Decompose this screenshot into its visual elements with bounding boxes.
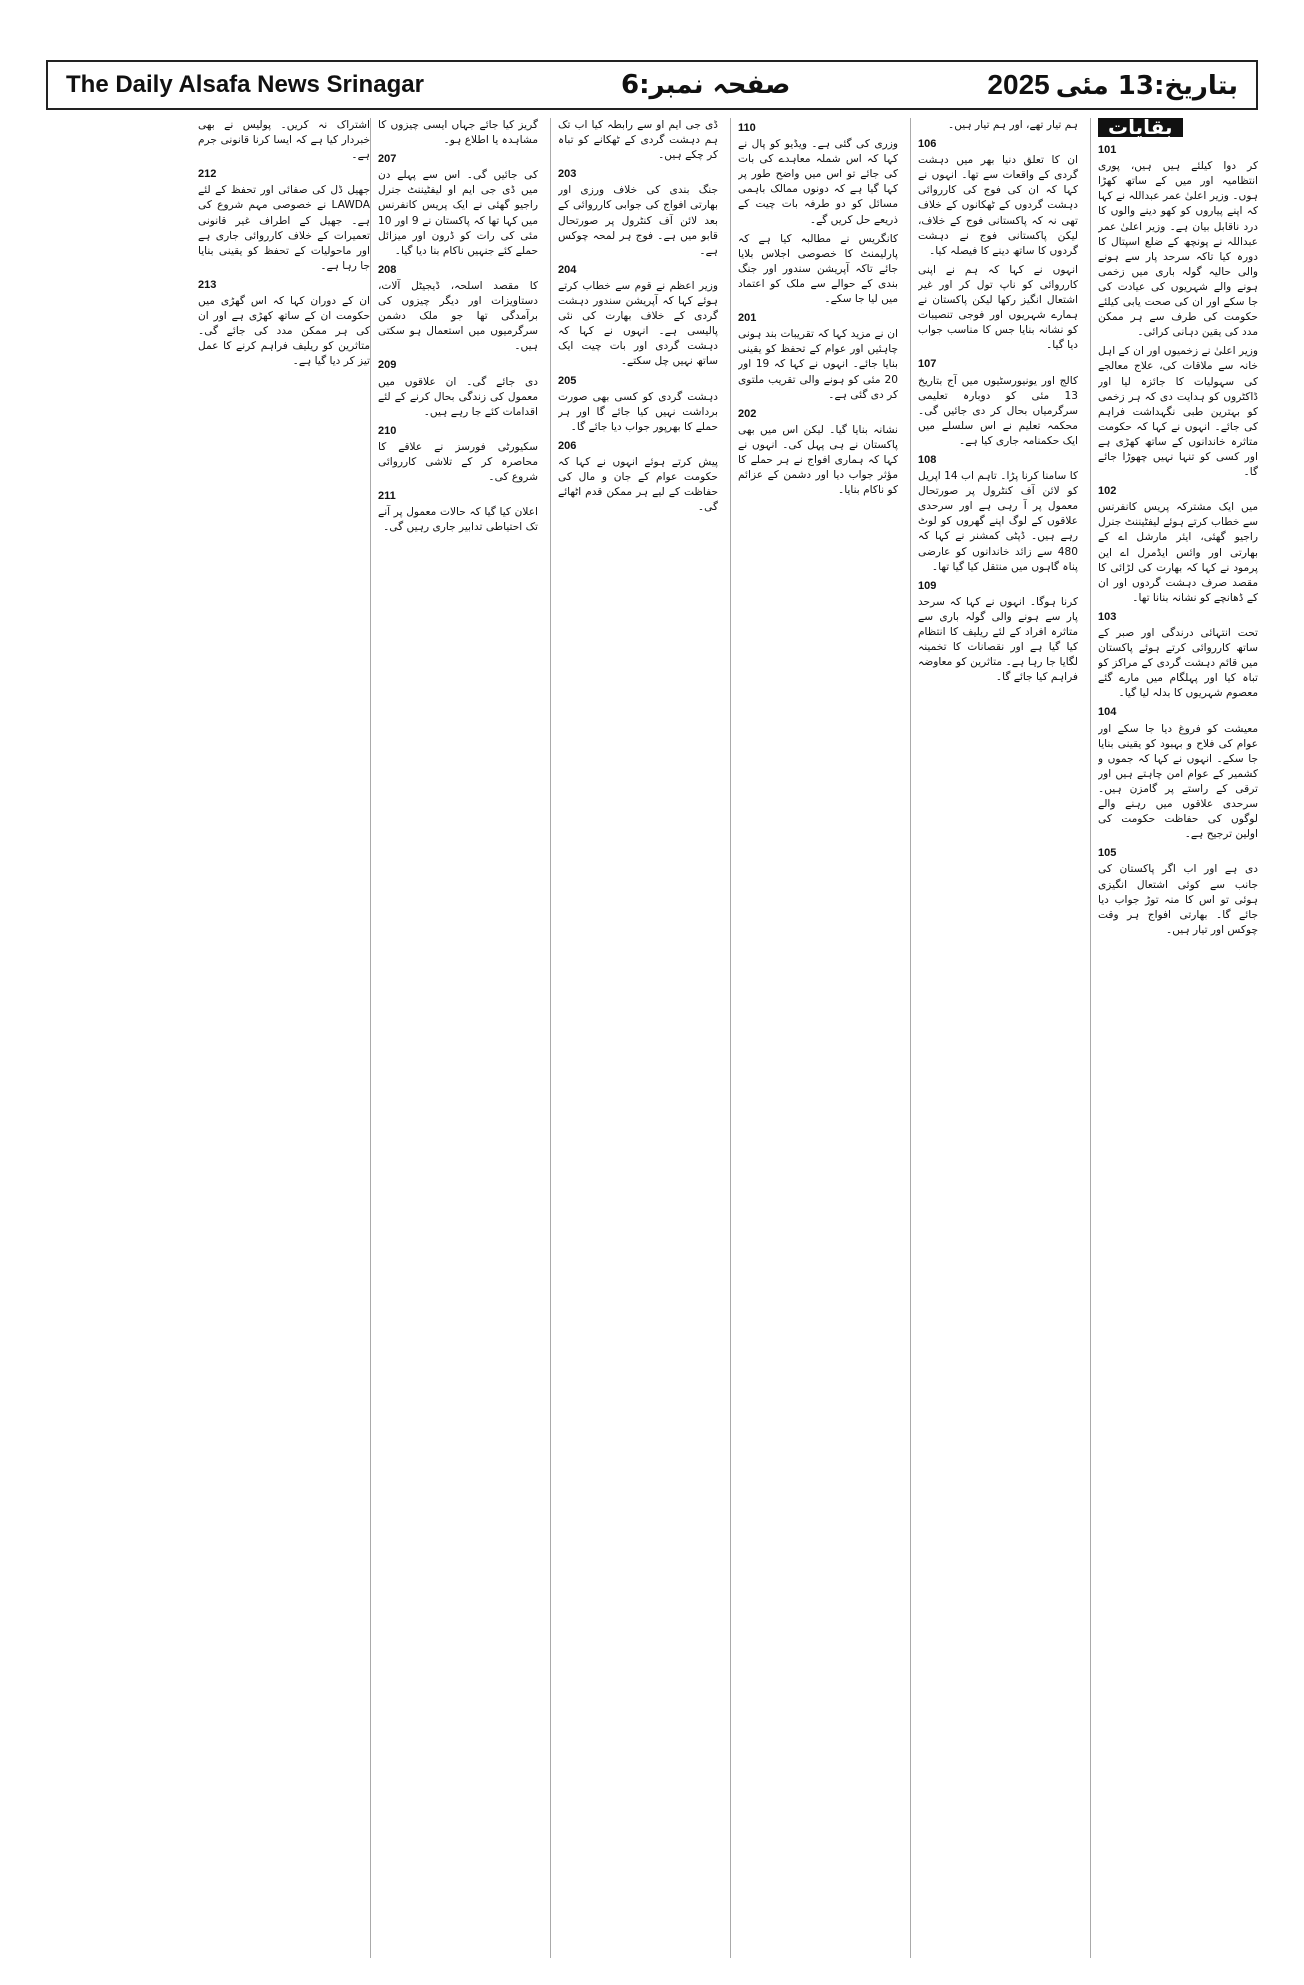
article-number: 102 xyxy=(1098,485,1117,498)
article-text: گریز کیا جائے جہاں ایسی چیزوں کا مشاہدہ یا اطلاع ہو۔ xyxy=(378,119,538,147)
article-text: دی جائے گی۔ ان علاقوں میں معمول کی زندگی بحال کرنے کے لئے اقدامات کئے جا رہے ہیں۔ xyxy=(378,375,538,418)
article-number: 202 xyxy=(738,407,757,420)
article-number: 108 xyxy=(918,453,937,466)
article-number: 209 xyxy=(378,359,397,372)
article-text: معیشت کو فروغ دیا جا سکے اور عوام کی فلاح و بہبود کو یقینی بنایا جا سکے۔ انہوں نے کہا کہ جموں و کشمیر کے عوام امن چاہتے ہیں اور ترقی کے راستے پر گامزن ہیں۔ سرحدی علاقوں میں رہنے والے لوگوں کی حفاظت حکومت کی اولین ترجیح ہے۔ xyxy=(1098,722,1258,841)
newspaper-page xyxy=(46,60,1258,1960)
article-text: وزیر اعظم نے قوم سے خطاب کرتے ہوئے کہا کہ آپریشن سندور دہشت گردی کے خلاف بھارت کی نئی پالیسی ہے۔ انہوں نے کہا کہ دہشت گردی اور بات چیت ایک ساتھ نہیں چل سکتے۔ xyxy=(558,279,718,368)
article-text: اعلان کیا گیا کہ حالات معمول پر آنے تک احتیاطی تدابیر جاری رہیں گی۔ xyxy=(378,506,538,534)
article-text: جھیل ڈل کی صفائی اور تحفظ کے لئے LAWDA نے خصوصی مہم شروع کی ہے۔ جھیل کے اطراف غیر قانونی تعمیرات کے خلاف کارروائی جاری ہے اور ماحولیات کے تحفظ کو یقینی بنایا جا رہا ہے۔ xyxy=(198,184,370,272)
article-text: انہوں نے کہا کہ ہم نے اپنی کارروائی کو ناپ تول کر اور غیر اشتعال انگیز رکھا لیکن پاکستان نے ہمارے شہریوں اور فوجی تنصیبات کو نشانہ بنایا جس کا مناسب جواب دیا گیا۔ xyxy=(918,263,1078,352)
article-text: تحت انتہائی درندگی اور صبر کے ساتھ کارروائی کرتے ہوئے پاکستان میں قائم دہشت گردی کے مراکز کو تباہ کیا اور پہلگام میں مارے گئے معصوم شہریوں کا بدلہ لیا گیا۔ xyxy=(1098,627,1258,700)
column-3 xyxy=(738,118,898,1958)
date-prefix: بتاریخ:13 مئی xyxy=(1055,71,1238,101)
article-text: اشتراک نہ کریں۔ پولیس نے بھی خبردار کیا ہے کہ ایسا کرنا قانونی جرم ہے۔ xyxy=(198,119,370,162)
article-text: ان نے مزید کہا کہ تقریبات بند ہونی چاہئیں اور عوام کے تحفظ کو یقینی بنایا جائے۔ انہوں نے کہا کہ 19 اور 20 مئی کو ہونے والی تقریب ملتوی کر دی گئی ہے۔ xyxy=(738,328,898,401)
article-text: ان کے دوران کہا کہ اس گھڑی میں حکومت ان کے ساتھ کھڑی ہے اور ان کی ہر ممکن مدد کی جائے گی۔ متاثرین کو ریلیف فراہم کرنے کا عمل تیز کر دیا گیا ہے۔ xyxy=(198,295,370,368)
article-number: 205 xyxy=(558,374,577,387)
article-number: 101 xyxy=(1098,144,1117,157)
article-number: 109 xyxy=(918,579,937,592)
article-number: 104 xyxy=(1098,706,1117,719)
article-number: 211 xyxy=(378,490,396,503)
page-number: صفحہ نمبر:6 xyxy=(621,70,791,100)
article-text: ان کا تعلق دنیا بھر میں دہشت گردی کے واقعات سے تھا۔ انہوں نے کہا کہ ان کی فوج کی کارروائی دہشت گردوں کے ٹھکانوں کے خلاف تھی نہ کہ پاکستانی فوج کے خلاف، لیکن پاکستانی فوج نے دہشت گردوں کا ساتھ دینے کا فیصلہ کیا۔ xyxy=(918,154,1078,257)
article-text: کر دوا کیلئے ہیں ہیں، پوری انتظامیہ اور میں کے ساتھ کھڑا ہوں۔ وزیر اعلیٰ عمر عبداللہ نے کہا کہ اپنے پیاروں کو کھو دینے والوں کا درد ناقابل بیان ہے۔ وزیر اعلیٰ عمر عبداللہ نے پونچھ کے ضلع اسپتال کا دورہ کیا تاکہ سرحد پار سے ہونے والی حالیہ گولہ باری میں زخمی ہونے والے شہریوں کی عیادت کی جا سکے اور ان کی صحت یابی کیلئے حکومت کی طرف سے ہر ممکن مدد کی یقین دہانی کرائی۔ xyxy=(1098,160,1258,339)
article-text: کا مقصد اسلحہ، ڈیجیٹل آلات، دستاویزات اور دیگر چیزوں کی برآمدگی تھا جو ملک دشمن سرگرمیوں میں استعمال ہو سکتی ہیں۔ xyxy=(378,279,538,353)
article-number: 107 xyxy=(918,358,937,371)
paper-name: The Daily Alsafa News Srinagar xyxy=(66,71,424,98)
article-number: 204 xyxy=(558,263,577,276)
article-text: ڈی جی ایم او سے رابطہ کیا اب تک ہم دہشت گردی کے ٹھکانے کو تباہ کر چکے ہیں۔ xyxy=(558,119,718,162)
date-year: 2025 xyxy=(987,69,1050,100)
article-number: 203 xyxy=(558,168,577,181)
article-text: کانگریس نے مطالبہ کیا ہے کہ پارلیمنٹ کا خصوصی اجلاس بلایا جائے تاکہ آپریشن سندور اور جنگ بندی کے حوالے سے ملک کو اعتماد میں لیا جا سکے۔ xyxy=(738,232,898,306)
article-text: کالج اور یونیورسٹیوں میں آج بتاریخ 13 مئی کو دوبارہ تعلیمی سرگرمیاں بحال کر دی جائیں گی۔ محکمہ تعلیم نے اس سلسلے میں ایک حکمنامہ جاری کیا ہے۔ xyxy=(918,374,1078,447)
article-columns xyxy=(46,118,1258,1958)
article-text: کا سامنا کرنا پڑا۔ تاہم اب 14 اپریل کو لائن آف کنٹرول پر صورتحال معمول پر آ رہی ہے اور سرحدی علاقوں کے لوگ اپنے گھروں کو لوٹ رہے ہیں۔ ڈپٹی کمشنر نے کہا کہ 480 سے زائد خاندانوں کو عارضی پناہ گاہوں میں منتقل کیا گیا تھا۔ xyxy=(918,470,1078,573)
column-1 xyxy=(1098,118,1258,1958)
article-number: 206 xyxy=(558,439,577,452)
article-text: دہشت گردی کو کسی بھی صورت برداشت نہیں کیا جائے گا اور ہر حملے کا بھرپور جواب دیا جائے گا۔ xyxy=(558,390,718,433)
column-7 xyxy=(46,118,194,1958)
article-number: 213 xyxy=(198,278,217,291)
column-5 xyxy=(378,118,538,1958)
column-2 xyxy=(918,118,1078,1958)
article-text: کی جائیں گی۔ اس سے پہلے دن میں ڈی جی ایم او لیفٹیننٹ جنرل راجیو گھئی نے ایک پریس کانفرنس میں کہا تھا کہ پاکستان نے 9 اور 10 مئی کی رات کو ڈرون اور میزائل حملے کئے جنہیں ناکام بنا دیا گیا۔ xyxy=(378,169,538,257)
article-number: 207 xyxy=(378,153,397,166)
article-number: 212 xyxy=(198,168,217,181)
article-text: میں ایک مشترکہ پریس کانفرنس سے خطاب کرتے ہوئے لیفٹیننٹ جنرل راجیو گھئی، ایئر مارشل اے کے بھارتی اور وائس ایڈمرل اے این پرمود نے کہا کہ بھارت کی لڑائی کا مقصد صرف دہشت گردوں اور ان کے ڈھانچے کو نشانہ بنانا تھا۔ xyxy=(1098,501,1258,604)
column-4 xyxy=(558,118,718,1958)
article-text: دی ہے اور اب اگر پاکستان کی جانب سے کوئی اشتعال انگیزی ہوئی تو اس کا منہ توڑ جواب دیا جائے گا۔ بھارتی افواج ہر وقت چوکس اور تیار ہیں۔ xyxy=(1098,863,1258,936)
article-text: ہم تیار تھے، اور ہم تیار ہیں۔ xyxy=(947,119,1078,131)
article-text: نشانہ بنایا گیا۔ لیکن اس میں بھی پاکستان نے ہی پہل کی۔ انہوں نے کہا کہ ہماری افواج نے ہر حملے کا مؤثر جواب دیا اور دشمن کے عزائم کو ناکام بنایا۔ xyxy=(738,423,898,497)
article-number: 110 xyxy=(738,122,756,134)
article-number: 201 xyxy=(738,312,757,325)
section-title xyxy=(1098,118,1258,137)
page-header xyxy=(46,60,1258,110)
article-number: 106 xyxy=(918,138,937,151)
section-title-label: بقایات xyxy=(1098,118,1183,137)
article-number: 105 xyxy=(1098,847,1117,860)
article-text: کرنا ہوگا۔ انہوں نے کہا کہ سرحد پار سے ہونے والی گولہ باری سے متاثرہ افراد کے لئے ریلیف کا انتظام کیا گیا ہے اور نقصانات کا تخمینہ لگایا جا رہا ہے۔ متاثرین کو معاوضہ فراہم کیا جائے گا۔ xyxy=(918,595,1078,684)
column-6 xyxy=(198,118,370,1958)
article-text: وزیر اعلیٰ نے زخمیوں اور ان کے اہل خانہ سے ملاقات کی، علاج معالجے کی سہولیات کا جائزہ لیا اور ڈاکٹروں کو ہدایت دی کہ ہر زخمی کو بہترین طبی نگہداشت فراہم کی جائے۔ انہوں نے کہا کہ حکومت متاثرہ خاندانوں کے ساتھ کھڑی ہے اور کسی کو تنہا نہیں چھوڑا جائے گا۔ xyxy=(1098,345,1258,479)
article-number: 208 xyxy=(378,263,397,276)
article-number: 210 xyxy=(378,424,397,437)
issue-date xyxy=(987,69,1238,101)
article-text: پیش کرتے ہوئے انہوں نے کہا کہ حکومت عوام کے جان و مال کی حفاظت کے لیے ہر ممکن قدم اٹھائے گی۔ xyxy=(558,455,718,514)
article-text: جنگ بندی کی خلاف ورزی اور بھارتی افواج کی جوابی کارروائی کے بعد لائن آف کنٹرول پر صورتحال قابو میں ہے۔ فوج ہر لمحہ چوکس ہے۔ xyxy=(558,184,718,257)
article-text: سکیورٹی فورسز نے علاقے کا محاصرہ کر کے تلاشی کارروائی شروع کی۔ xyxy=(378,440,538,484)
article-text: وزری کی گئی ہے۔ ویڈیو کو پال نے کہا کہ اس شملہ معاہدے کی بات کی جائے تو اس میں واضح طور پر کہا گیا ہے کہ دونوں ممالک باہمی مسائل کو دو طرفہ بات چیت کے ذریعے حل کریں گے۔ xyxy=(738,138,898,226)
article-number: 103 xyxy=(1098,610,1117,623)
